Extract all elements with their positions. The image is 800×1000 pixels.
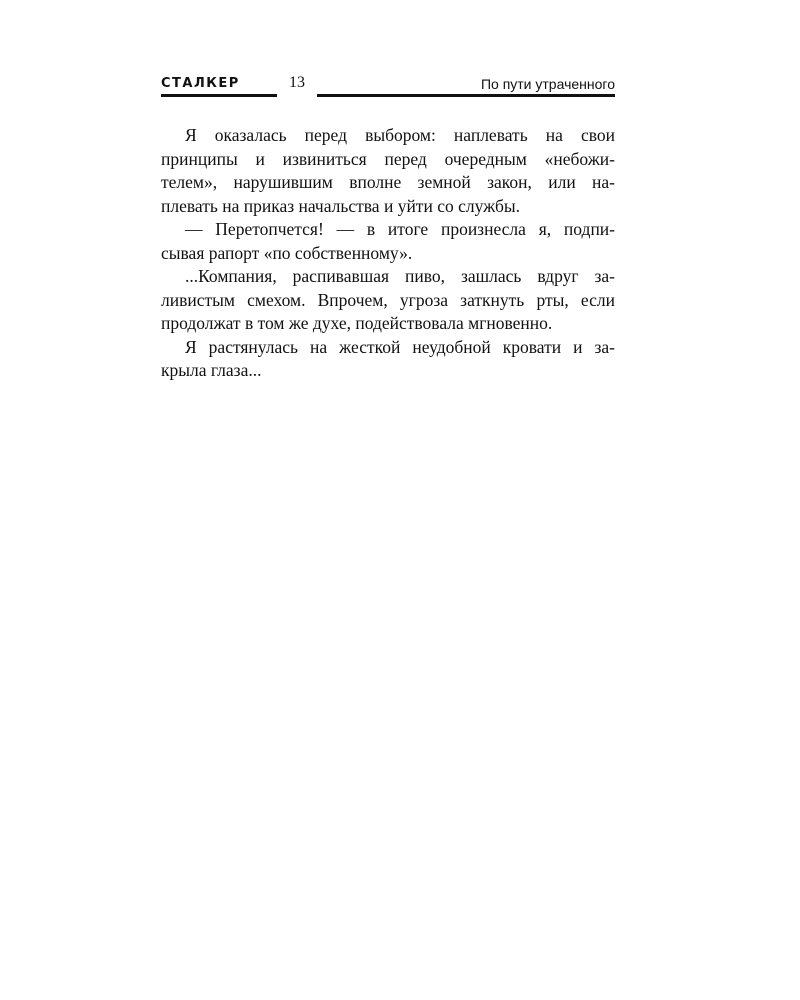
paragraph — [161, 265, 615, 336]
paragraph — [161, 218, 615, 265]
text-line: сывая рапорт «по собственному». — [161, 242, 413, 263]
text-line: принципы и извиниться перед очередным «небожи- — [161, 148, 615, 169]
text-line: ливистым смехом. Впрочем, угроза заткнуть рты, если — [161, 289, 615, 310]
text-line: плевать на приказ начальства и уйти со службы. — [161, 195, 521, 216]
header-rule-left — [161, 94, 277, 97]
text-line: ...Компания, распивавшая пиво, зашлась вдруг за- — [185, 266, 615, 286]
body-text — [161, 124, 615, 383]
paragraph — [161, 124, 615, 218]
paragraph — [161, 336, 615, 383]
chapter-title: По пути утраченного — [480, 76, 615, 92]
series-title: СТАЛКЕР — [161, 76, 240, 91]
text-line: телем», нарушившим вполне земной закон, или на- — [161, 172, 615, 192]
header-rule-right — [317, 94, 615, 97]
book-page — [161, 74, 615, 383]
page-number: 13 — [289, 74, 305, 91]
running-head — [161, 74, 615, 98]
text-line: Я растянулась на жесткой неудобной кровати и за- — [185, 336, 615, 357]
text-line: Я оказалась перед выбором: наплевать на свои — [185, 125, 615, 145]
text-line: крыла глаза... — [161, 360, 262, 380]
text-line: — Перетопчется! — в итоге произнесла я, подпи- — [185, 219, 615, 239]
text-line: продолжат в том же духе, подействовала мгновенно. — [161, 313, 553, 333]
